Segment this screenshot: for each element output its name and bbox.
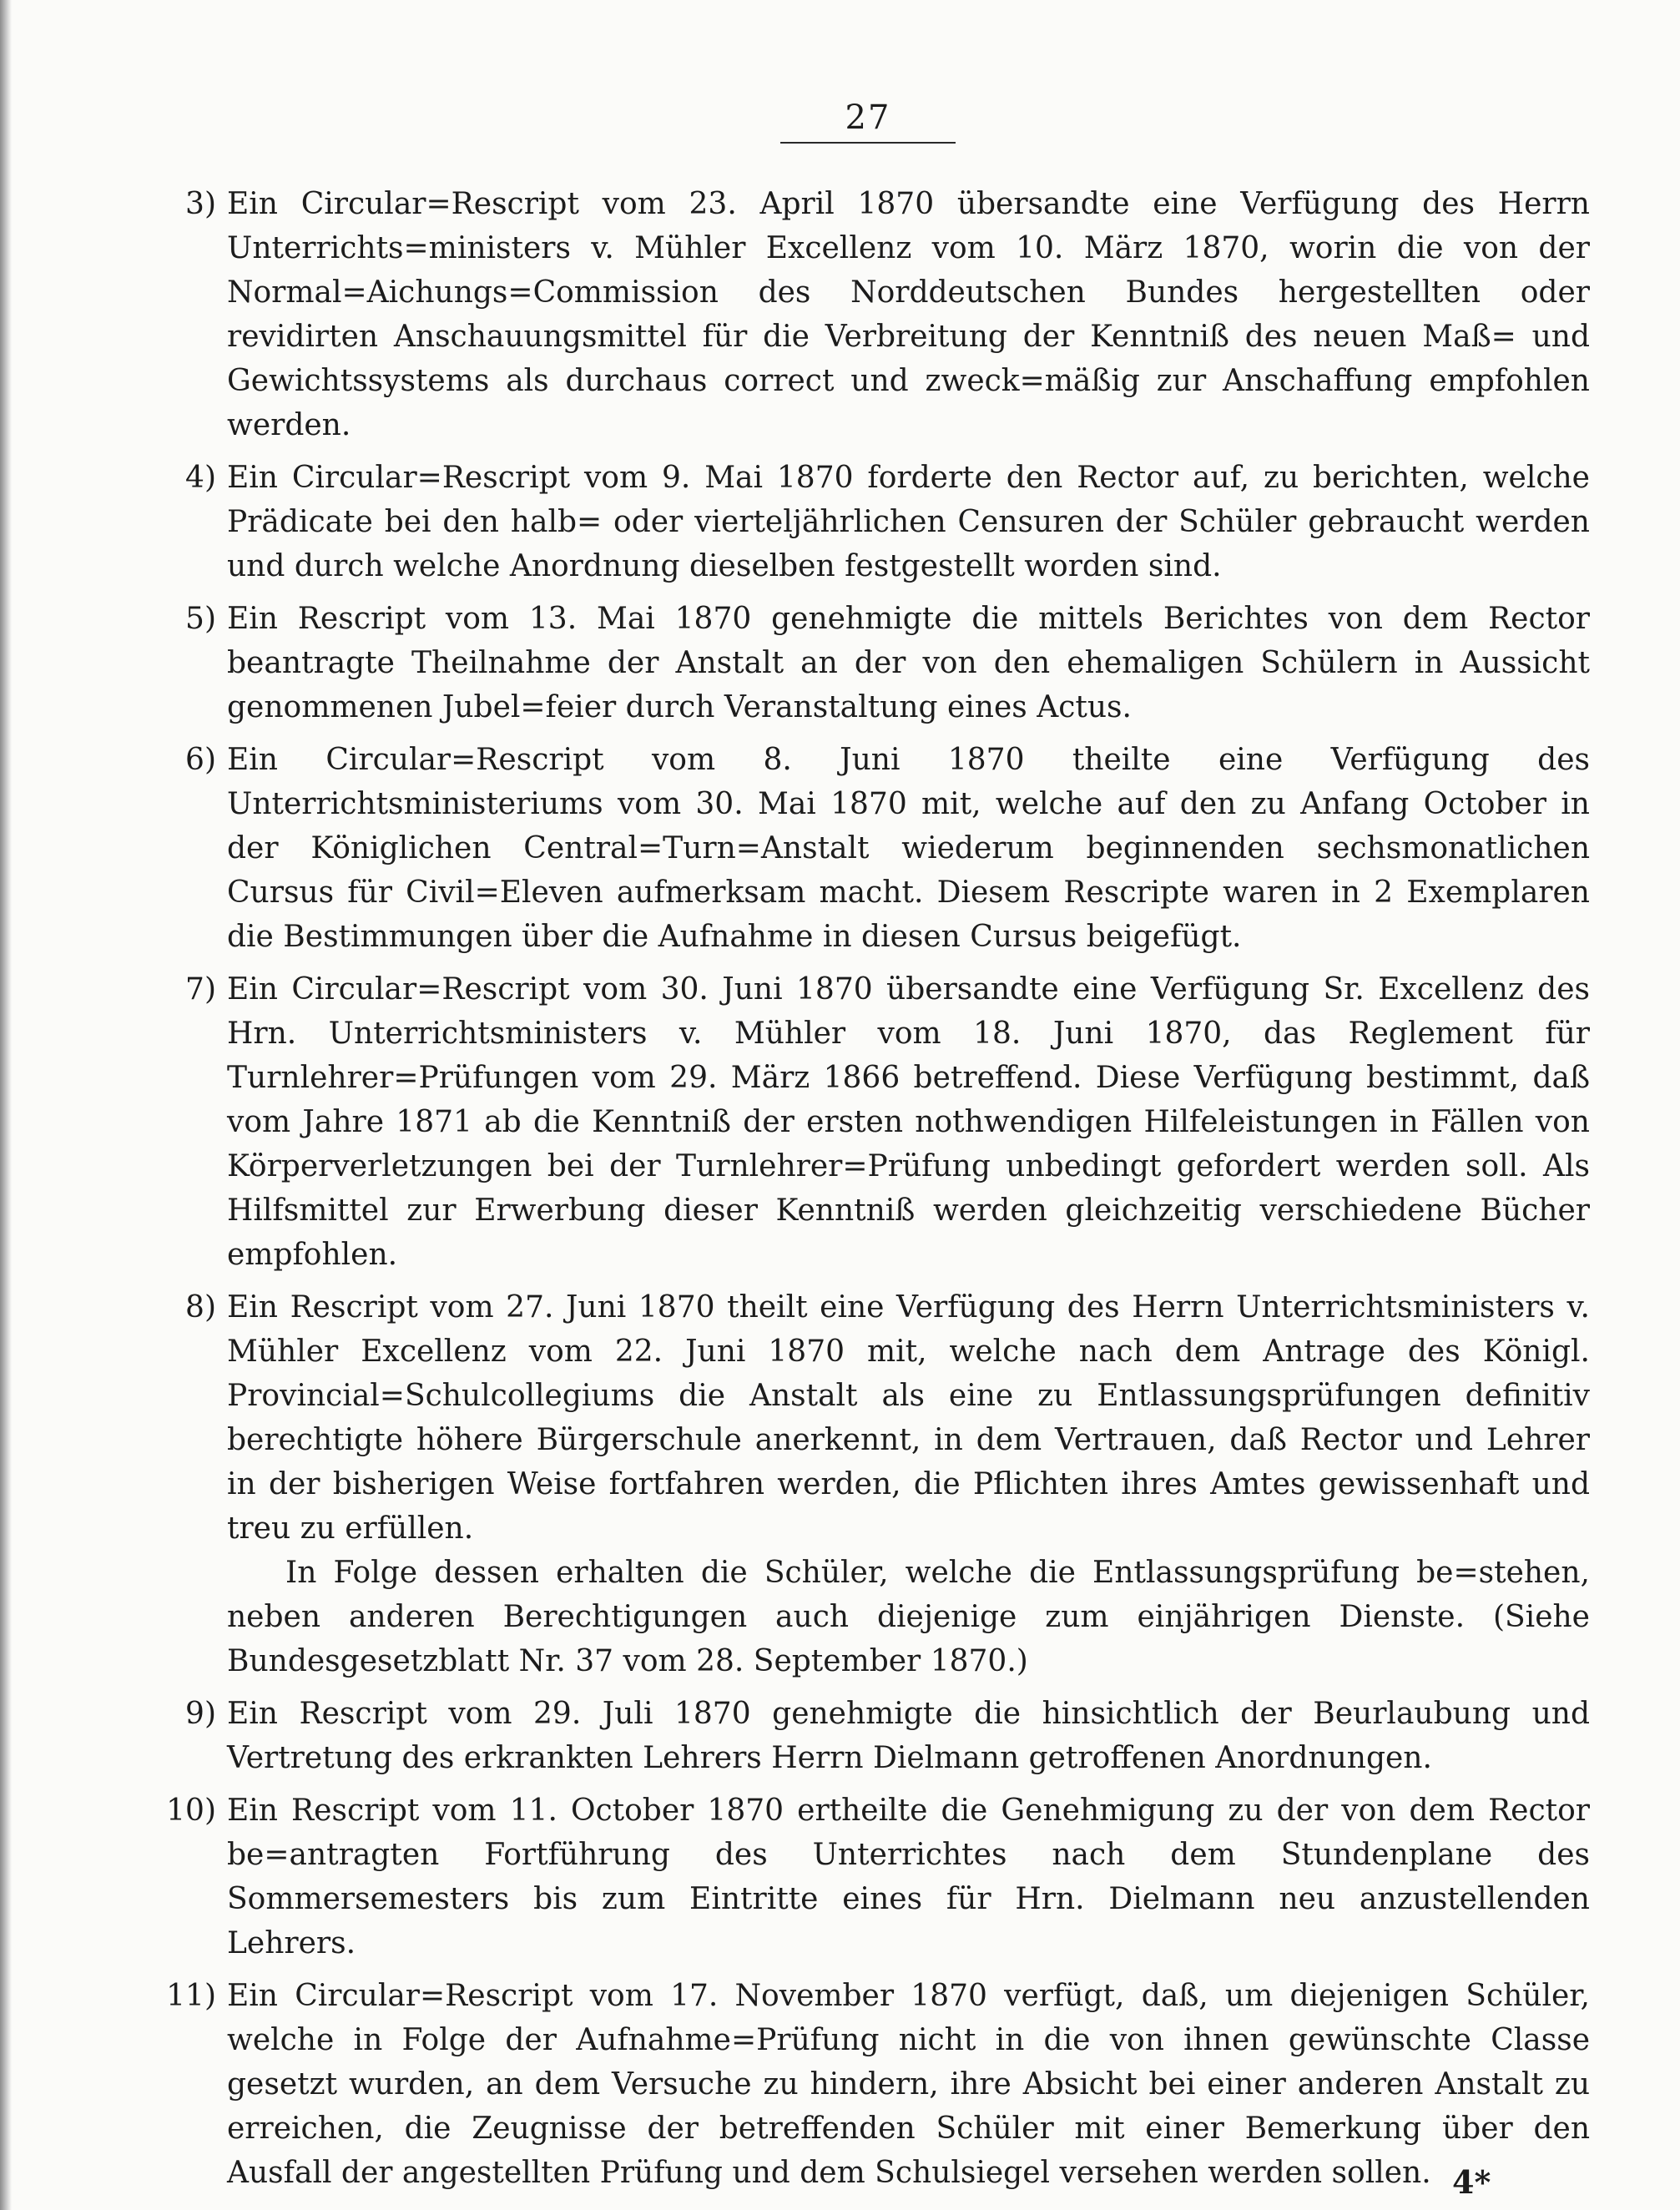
item-number: 9) (185, 1697, 216, 1731)
item-number: 4) (185, 461, 216, 495)
item-text: Ein Rescript vom 29. Juli 1870 genehmigte die hinsichtlich der Beurlaubung und Vertretung des erkrankten Lehrers Herrn Dielmann getroffenen Anordnungen. (227, 1697, 1590, 1775)
list-item (167, 1285, 1590, 1683)
list-item (167, 1692, 1590, 1780)
signature-mark: 4* (1452, 2163, 1491, 2201)
item-text: Ein Rescript vom 27. Juni 1870 theilt eine Verfügung des Herrn Unterrichtsministers v. Mühler Excellenz vom 22. Juni 1870 mit, welche nach dem Antrage des Königl. Provincial=Schulcollegiums die Anstalt als eine zu Entlassungsprüfungen definitiv berechtigte höhere Bürgerschule anerkennt, in dem Vertrauen, daß Rector und Lehrer in der bisherigen Weise fortfahren werden, die Pflichten ihres Amtes gewissenhaft und treu zu erfüllen. (227, 1290, 1590, 1546)
item-text: Ein Circular=Rescript vom 8. Juni 1870 theilte eine Verfügung des Unterrichtsministeriums vom 30. Mai 1870 mit, welche auf den zu Anfang October in der Königlichen Central=Turn=Anstalt wiederum beginnenden sechsmonatlichen Cursus für Civil=Eleven aufmerksam macht. Diesem Rescripte waren in 2 Exemplaren die Bestimmungen über die Aufnahme in diesen Cursus beigefügt. (227, 743, 1590, 954)
item-text: Ein Circular=Rescript vom 30. Juni 1870 übersandte eine Verfügung Sr. Excellenz des Hrn. Unterrichtsministers v. Mühler vom 18. Juni 1870, das Reglement für Turnlehrer=Prüfungen vom 29. März 1866 betreffend. Diese Verfügung bestimmt, daß vom Jahre 1871 ab die Kenntniß der ersten nothwendigen Hilfeleistungen in Fällen von Körperverletzungen bei der Turnlehrer=Prüfung unbedingt gefordert werden soll. Als Hilfsmittel zur Erwerbung dieser Kenntniß werden gleichzeitig verschiedene Bücher empfohlen. (227, 972, 1590, 1272)
list-item (167, 738, 1590, 959)
item-text: Ein Circular=Rescript vom 23. April 1870 übersandte eine Verfügung des Herrn Unterrichts=ministers v. Mühler Excellenz vom 10. März 1870, worin die von der Normal=Aichungs=Commission des Norddeutschen Bundes hergestellten oder revidirten Anschauungsmittel für die Verbreitung der Kenntniß des neuen Maß= und Gewichtssystems als durchaus correct und zweck=mäßig zur Anschaffung empfohlen werden. (227, 187, 1590, 442)
item-text: Ein Rescript vom 11. October 1870 ertheilte die Genehmigung zu der von dem Rector be=antragten Fortführung des Unterrichtes nach dem Stundenplane des Sommersemesters bis zum Eintritte eines für Hrn. Dielmann neu anzustellenden Lehrers. (227, 1794, 1590, 1960)
item-continuation: In Folge dessen erhalten die Schüler, welche die Entlassungsprüfung be=stehen, neben anderen Berechtigungen auch diejenige zum einjährigen Dienste. (Siehe Bundesgesetzblatt Nr. 37 vom 28. September 1870.) (227, 1556, 1590, 1678)
binding-edge (0, 0, 12, 2210)
item-text: Ein Circular=Rescript vom 9. Mai 1870 forderte den Rector auf, zu berichten, welche Prädicate bei den halb= oder vierteljährlichen Censuren der Schüler gebraucht werden und durch welche Anordnung dieselben festgestellt worden sind. (227, 461, 1590, 583)
list-item (167, 1974, 1590, 2195)
item-number: 11) (166, 1979, 216, 2013)
item-number: 7) (185, 972, 216, 1007)
item-text: Ein Rescript vom 13. Mai 1870 genehmigte die mittels Berichtes von dem Rector beantragte Theilnahme der Anstalt an der von den ehemaligen Schülern in Aussicht genommenen Jubel=feier durch Veranstaltung eines Actus. (227, 602, 1590, 724)
item-text: Ein Circular=Rescript vom 17. November 1870 verfügt, daß, um diejenigen Schüler, welche in Folge der Aufnahme=Prüfung nicht in die von ihnen gewünschte Classe gesetzt wurden, an dem Versuche zu hindern, ihre Absicht bei einer anderen Anstalt zu erreichen, die Zeugnisse der betreffenden Schüler mit einer Bemerkung über den Ausfall der angestellten Prüfung und dem Schulsiegel versehen werden sollen. (227, 1979, 1590, 2190)
item-number: 8) (185, 1290, 216, 1324)
list-item (167, 1789, 1590, 1965)
list-item (167, 597, 1590, 729)
page-number-rule (780, 142, 956, 144)
item-number: 10) (166, 1794, 216, 1828)
list-item (167, 456, 1590, 588)
item-number: 5) (185, 602, 216, 636)
document-body (167, 182, 1590, 2203)
list-item (167, 182, 1590, 447)
item-number: 6) (185, 743, 216, 777)
item-number: 3) (185, 187, 216, 221)
page-number: 27 (845, 98, 891, 137)
list-item (167, 967, 1590, 1277)
